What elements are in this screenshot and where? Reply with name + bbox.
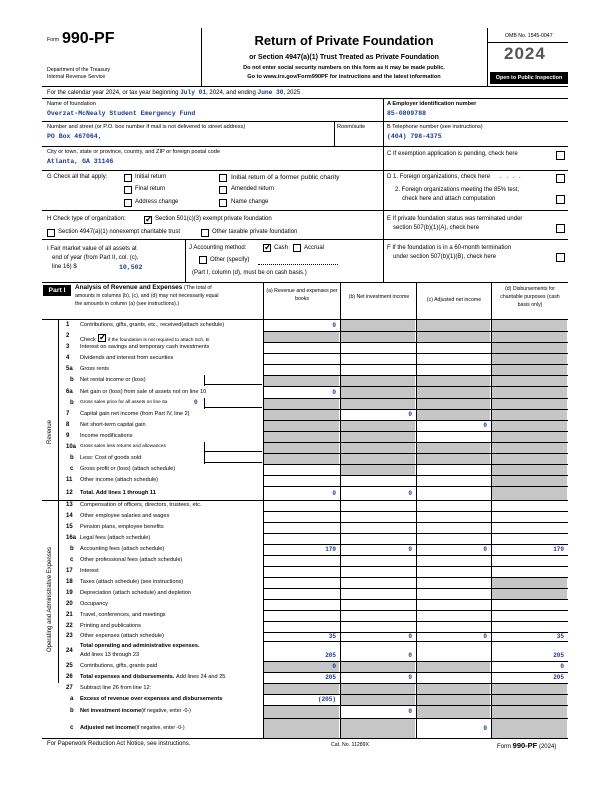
- shaded-cell: [492, 365, 567, 376]
- shaded-cell: [492, 432, 567, 443]
- 4947a1-label: Section 4947(a)(1) nonexempt charitable trust: [58, 229, 181, 235]
- col-b-header: (b) Net investment income: [348, 294, 410, 300]
- line-number: 27: [66, 685, 73, 691]
- shaded-cell: [264, 443, 339, 454]
- line-description: Total. Add lines 1 through 11: [80, 489, 156, 496]
- shaded-cell: [341, 662, 415, 673]
- line-number: b: [70, 546, 74, 552]
- line-number: 6a: [66, 388, 73, 395]
- line-number: c: [70, 557, 74, 563]
- line-description: Contributions, gifts, grants, etc., received(attach schedule): [80, 321, 225, 328]
- form-subtitle: or Section 4947(a)(1) Trust Treated as Private Foundation: [249, 54, 439, 61]
- part1-title-note: (The total of: [184, 285, 212, 291]
- shaded-cell: [417, 695, 490, 706]
- sch-b-checkbox[interactable]: [98, 334, 106, 342]
- h-label: H Check type of organization:: [47, 216, 126, 222]
- address-change-checkbox[interactable]: [124, 199, 132, 207]
- line-description: Subtract line 26 from line 12:: [80, 685, 152, 691]
- col-a-value[interactable]: 170: [325, 546, 336, 553]
- shaded-cell: [341, 421, 415, 432]
- line-number: 18: [66, 579, 73, 585]
- shaded-cell: [492, 320, 567, 332]
- dept-treasury: Department of the Treasury: [47, 67, 111, 73]
- col-c-value[interactable]: 0: [483, 724, 487, 732]
- shaded-cell: [417, 662, 490, 673]
- open-public-badge: Open to Public Inspection: [490, 72, 568, 84]
- line-description: Adjusted net income(if negative, enter -0-): [80, 724, 185, 731]
- col-a-value[interactable]: 0: [332, 388, 336, 396]
- initial-former-charity-label: Initial return of a former public charity: [231, 174, 340, 181]
- other-method-checkbox[interactable]: [199, 256, 207, 264]
- i-label-2: end of year (from Part II, col. (c),: [52, 255, 139, 261]
- g-label: G Check all that apply:: [47, 174, 108, 180]
- line-number: 26: [66, 674, 73, 680]
- line-number: b: [70, 708, 74, 714]
- part1-tag: Part I: [43, 285, 71, 296]
- city-label: City or town, state or province, country, and ZIP or foreign postal code: [47, 149, 220, 155]
- name-change-checkbox[interactable]: [219, 199, 227, 207]
- line-number: 19: [66, 590, 73, 596]
- d1-label: D 1. Foreign organizations, check here: [387, 174, 491, 180]
- col-b-value[interactable]: 0: [408, 411, 412, 418]
- line-description: Gross profit or (loss) (attach schedule): [80, 466, 176, 472]
- foundation-name[interactable]: Overzat-McNealy Student Emergency Fund: [47, 110, 196, 117]
- i-label-3: line 16) $: [52, 264, 77, 270]
- part1-desc-2: amounts in columns (b), (c), and (d) may not necessarily equal: [75, 293, 219, 299]
- shaded-cell: [341, 719, 415, 739]
- footer-form-id: Form 990-PF (2024): [497, 741, 557, 750]
- other-taxable-checkbox[interactable]: [201, 229, 209, 237]
- line-number: 11: [66, 477, 73, 483]
- part1-title: Analysis of Revenue and Expenses: [75, 284, 183, 291]
- shaded-cell: [492, 589, 567, 600]
- d1-dots: . . . .: [500, 174, 523, 180]
- line-number: 1: [66, 321, 70, 328]
- shaded-cell: [264, 454, 339, 465]
- shaded-cell: [492, 399, 567, 410]
- line-description: Capital gain net income (from Part IV, line 2): [80, 411, 190, 417]
- c-exemption-checkbox[interactable]: [556, 151, 565, 160]
- shaded-cell: [417, 332, 490, 343]
- line-number: 21: [66, 612, 73, 618]
- d2-checkbox[interactable]: [556, 195, 565, 204]
- city-value[interactable]: Atlanta, GA 31146: [47, 158, 114, 165]
- ein-label: A Employer identification number: [387, 101, 477, 107]
- row-divider: [263, 544, 568, 545]
- shaded-cell: [492, 354, 567, 365]
- row-divider: [263, 533, 568, 534]
- e-label: E If private foundation status was terminated under: [387, 216, 523, 222]
- line-description: Other income (attach schedule): [80, 477, 159, 483]
- d2-label-2: check here and attach computation: [402, 196, 496, 202]
- expenses-side-label: Operating and Administrative Expenses: [47, 546, 53, 652]
- col-a-value[interactable]: 205: [325, 652, 336, 659]
- shaded-cell: [264, 432, 339, 443]
- fill-in-line: [204, 462, 262, 463]
- room-suite-label: Room/suite: [337, 124, 366, 130]
- line-number: b: [70, 455, 74, 461]
- col-d-header: (d) Disbursements for charitable purposes (cash basis only): [500, 286, 560, 308]
- calendar-line: For the calendar year 2024, or tax year beginning July 01, 2024, and ending June 30, 2025: [47, 89, 301, 96]
- row-divider: [263, 555, 568, 556]
- shaded-cell: [417, 387, 490, 399]
- col-b-value[interactable]: 0: [408, 652, 412, 659]
- shaded-cell: [341, 399, 415, 410]
- line-number: b: [70, 400, 74, 406]
- final-return-label: Final return: [135, 186, 166, 192]
- line-description: Excess of revenue over expenses and disbursements: [80, 696, 223, 702]
- shaded-cell: [492, 343, 567, 354]
- col-c-header: (c) Adjusted net income: [426, 297, 482, 303]
- line-description: Less: Cost of goods sold: [80, 455, 142, 461]
- shaded-cell: [417, 454, 490, 465]
- line-description: Net gain or (loss) from sale of assets not on line 10: [80, 388, 207, 395]
- shaded-cell: [417, 410, 490, 421]
- shaded-cell: [341, 387, 415, 399]
- shaded-cell: [492, 443, 567, 454]
- shaded-cell: [492, 410, 567, 421]
- shaded-cell: [264, 706, 339, 719]
- shaded-cell: [264, 332, 339, 343]
- shaded-cell: [417, 706, 490, 719]
- line-number: 3: [66, 344, 70, 350]
- 4947a1-checkbox[interactable]: [47, 229, 55, 237]
- shaded-cell: [492, 487, 567, 501]
- initial-return-checkbox[interactable]: [124, 174, 132, 182]
- col-b-value[interactable]: 0: [408, 546, 412, 553]
- line-description: Gross sales price for all assets on line 6a: [80, 400, 168, 405]
- shaded-cell: [492, 684, 567, 695]
- shaded-cell: [417, 399, 490, 410]
- shaded-cell: [492, 578, 567, 589]
- line-description: Depreciation (attach schedule) and depletion: [80, 590, 192, 596]
- line-number: 23: [66, 633, 73, 639]
- line-description: Total operating and administrative expenses.: [80, 643, 200, 649]
- col-b-value[interactable]: 0: [408, 674, 412, 681]
- f-label-2: under section 507(b)(1)(B), check here: [393, 254, 497, 260]
- line-number: 13: [66, 502, 73, 508]
- dept-irs: Internal Revenue Service: [47, 74, 106, 80]
- line-description: Interest on savings and temporary cash investments: [80, 344, 210, 350]
- shaded-cell: [341, 454, 415, 465]
- fill-in-divider: [204, 398, 205, 409]
- fmv-value[interactable]: 10,502: [119, 264, 143, 271]
- accrual-label: Accrual: [304, 245, 325, 251]
- line-number: 24: [66, 647, 73, 654]
- col-d-value[interactable]: 35: [556, 633, 564, 640]
- line-number: 9: [66, 433, 70, 439]
- shaded-cell: [341, 320, 415, 332]
- line-description: Net investment income(if negative, enter -0-): [80, 708, 191, 714]
- line-number: 4: [66, 355, 70, 361]
- form-number: 990-PF: [62, 30, 115, 47]
- tax-year-end[interactable]: June 30: [257, 89, 284, 96]
- shaded-cell: [492, 706, 567, 719]
- line-description: Other employee salaries and wages: [80, 513, 170, 519]
- shaded-cell: [492, 695, 567, 706]
- line-description: Interest: [80, 568, 99, 574]
- row-divider: [263, 641, 568, 642]
- line-description: Travel, conferences, and meetings: [80, 612, 166, 618]
- line-description: Dividends and interest from securities: [80, 355, 174, 361]
- 501c3-label: Section 501(c)(3) exempt private foundation: [155, 216, 272, 222]
- phone-label: B Telephone number (see instructions): [387, 124, 483, 130]
- shaded-cell: [264, 410, 339, 421]
- 501c3-checkbox[interactable]: [144, 216, 152, 224]
- shaded-cell: [341, 695, 415, 706]
- row-divider: [263, 522, 568, 523]
- shaded-cell: [341, 684, 415, 695]
- col-d-value[interactable]: 0: [560, 663, 564, 670]
- shaded-cell: [492, 719, 567, 739]
- line-description: Accounting fees (attach schedule): [80, 546, 165, 552]
- line-number: 7: [66, 411, 70, 417]
- address-change-label: Address change: [135, 199, 179, 205]
- line-number: b: [70, 377, 74, 383]
- line-description: Income modifications: [80, 433, 133, 439]
- col-a-value[interactable]: (205): [317, 696, 336, 703]
- amended-return-checkbox[interactable]: [219, 186, 227, 194]
- initial-return-label: Initial return: [135, 174, 167, 180]
- amended-return-label: Amended return: [231, 186, 275, 192]
- line-description-cont: Add lines 13 through 23: [80, 652, 140, 658]
- tax-year: 2024: [504, 44, 546, 63]
- line-number: 14: [66, 513, 73, 519]
- part1-desc-3: the amounts in column (a) (see instructions).): [75, 301, 180, 307]
- col-b-value[interactable]: 0: [408, 708, 412, 715]
- revenue-side-label: Revenue: [47, 419, 53, 444]
- f-checkbox[interactable]: [556, 253, 565, 262]
- fill-in-divider: [204, 453, 205, 464]
- name-change-label: Name change: [231, 199, 269, 205]
- col-d-value[interactable]: 170: [553, 546, 564, 553]
- cash-label: Cash: [274, 245, 289, 251]
- line-number: 2: [66, 333, 70, 339]
- accrual-checkbox[interactable]: [293, 244, 301, 252]
- d1-checkbox[interactable]: [556, 174, 565, 183]
- line-description: Total expenses and disbursements. Add lines 24 and 25: [80, 674, 226, 680]
- line-description: Gross sales less returns and allowances: [80, 444, 166, 449]
- col-c-value[interactable]: 0: [483, 422, 487, 429]
- line-description: Net rental income or (loss): [80, 377, 146, 383]
- line-description: Contributions, gifts, grants paid: [80, 663, 158, 669]
- d2-label: 2. Foreign organizations meeting the 85% test,: [395, 187, 520, 193]
- line-description: Taxes (attach schedule) (see instructions): [80, 579, 184, 585]
- e-label-2: section 507(b)(1)(A), check here: [393, 225, 480, 231]
- col-b-value[interactable]: 0: [408, 489, 412, 497]
- footer-paperwork: For Paperwork Reduction Act Notice, see instructions.: [47, 741, 191, 747]
- shaded-cell: [492, 476, 567, 487]
- ein-value[interactable]: 85-0809788: [387, 110, 427, 117]
- shaded-cell: [341, 465, 415, 476]
- instructions-ssn: Do not enter social security numbers on this form as it may be made public.: [243, 65, 445, 71]
- line-number: 22: [66, 623, 73, 629]
- gross-sales-price-value[interactable]: 0: [194, 399, 198, 406]
- street-address[interactable]: PO Box 467064,: [47, 133, 102, 140]
- line-number: c: [70, 466, 74, 472]
- shaded-cell: [264, 421, 339, 432]
- form-title: Return of Private Foundation: [254, 33, 434, 48]
- footer-cat-number: Cat. No. 11289X: [331, 742, 369, 748]
- row-divider: [263, 672, 568, 673]
- line-description: Compensation of officers, directors, trustees, etc.: [80, 502, 202, 508]
- street-label: Number and street (or P.O. box number if mail is not delivered to street address): [47, 124, 246, 130]
- line-description: Gross rents: [80, 366, 109, 372]
- shaded-cell: [341, 432, 415, 443]
- col-b-value[interactable]: 0: [408, 633, 412, 640]
- shaded-cell: [492, 454, 567, 465]
- line-number: c: [70, 724, 74, 731]
- j-label: J Accounting method:: [189, 245, 247, 251]
- e-checkbox[interactable]: [556, 224, 565, 233]
- other-taxable-label: Other taxable private foundation: [212, 229, 298, 235]
- shaded-cell: [492, 332, 567, 343]
- line-number: a: [70, 696, 74, 702]
- tax-year-begin[interactable]: July 01: [180, 89, 207, 96]
- col-a-value[interactable]: 0: [332, 489, 336, 497]
- shaded-cell: [341, 443, 415, 454]
- shaded-cell: [417, 684, 490, 695]
- cash-checkbox[interactable]: [263, 244, 271, 252]
- line-number: 25: [66, 663, 73, 669]
- line-number: 15: [66, 524, 73, 530]
- fill-in-line: [204, 384, 262, 385]
- shaded-cell: [417, 443, 490, 454]
- row-divider: [263, 566, 568, 567]
- line-number: 10a: [66, 444, 77, 450]
- row-divider: [263, 621, 568, 622]
- phone-value[interactable]: (404) 798-4375: [387, 133, 442, 140]
- row-divider: [42, 500, 568, 501]
- instructions-web: Go to www.irs.gov/Form990PF for instructions and the latest information: [247, 74, 441, 80]
- form-label: Form: [47, 37, 60, 43]
- c-exemption-label: C If exemption application is pending, check here: [387, 151, 518, 157]
- shaded-cell: [264, 376, 339, 387]
- line-description: Occupancy: [80, 601, 108, 607]
- row-divider: [263, 599, 568, 600]
- foundation-name-label: Name of foundation: [47, 101, 96, 107]
- shaded-cell: [264, 684, 339, 695]
- col-a-header: (a) Revenue and expenses per books: [266, 288, 338, 302]
- i-label: I Fair market value of all assets at: [47, 246, 137, 252]
- line-number: 12: [66, 489, 73, 496]
- col-a-value[interactable]: 205: [325, 674, 336, 681]
- final-return-checkbox[interactable]: [124, 186, 132, 194]
- fill-in-line: [204, 451, 262, 452]
- line-description: Printing and publications: [80, 623, 141, 629]
- col-d-value[interactable]: 205: [553, 674, 564, 681]
- shaded-cell: [341, 376, 415, 387]
- line-number: 17: [66, 568, 73, 574]
- line-number: 5a: [66, 366, 73, 372]
- line-description: Legal fees (attach schedule): [80, 535, 151, 541]
- j-note: (Part I, column (d), must be on cash basis.): [192, 270, 307, 276]
- fill-in-divider: [204, 375, 205, 386]
- row-divider: [263, 610, 568, 611]
- shaded-cell: [417, 376, 490, 387]
- col-c-value[interactable]: 0: [483, 633, 487, 640]
- col-c-value[interactable]: 0: [483, 546, 487, 553]
- col-d-value[interactable]: 205: [553, 652, 564, 659]
- line-number: 16a: [66, 535, 77, 541]
- initial-former-charity-checkbox[interactable]: [219, 174, 227, 182]
- shaded-cell: [417, 320, 490, 332]
- line-description: Net short-term capital gain: [80, 422, 146, 428]
- line-description: Pension plans, employee benefits: [80, 524, 164, 530]
- shaded-cell: [341, 332, 415, 343]
- col-a-value[interactable]: 0: [332, 321, 336, 329]
- col-a-value[interactable]: 35: [328, 633, 336, 640]
- shaded-cell: [492, 465, 567, 476]
- f-label: F If the foundation is in a 60-month termination: [387, 245, 512, 251]
- omb-number: OMB No. 1545-0047: [505, 33, 553, 39]
- shaded-cell: [492, 376, 567, 387]
- line-description: Check✓ if the foundation is not required to attach Sch. B: [80, 333, 209, 343]
- col-a-value[interactable]: 0: [332, 663, 336, 670]
- part1-title-line: [75, 284, 212, 291]
- fill-in-divider: [204, 442, 205, 453]
- fill-in-line: [204, 407, 262, 408]
- line-number: 8: [66, 422, 70, 428]
- shaded-cell: [264, 719, 339, 739]
- shaded-cell: [264, 399, 339, 410]
- line-number: 20: [66, 601, 73, 607]
- line-description: Other professional fees (attach schedule): [80, 557, 183, 563]
- shaded-cell: [492, 421, 567, 432]
- line-description: Other expenses (attach schedule): [80, 633, 164, 639]
- other-method-label: Other (specify): [210, 257, 250, 263]
- shaded-cell: [492, 387, 567, 399]
- row-divider: [263, 511, 568, 512]
